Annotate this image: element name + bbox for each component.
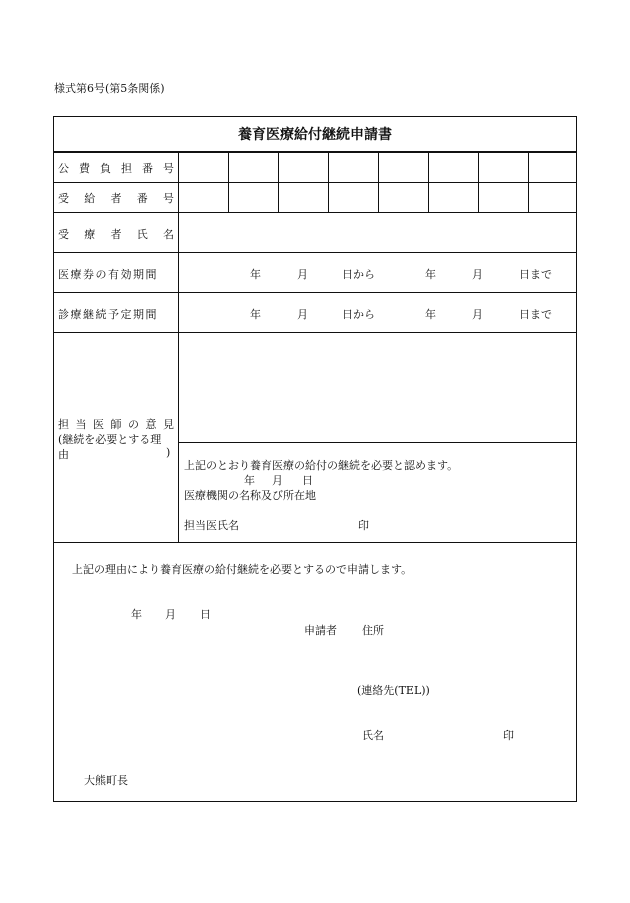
application-date-day: 日 [200, 608, 211, 621]
jukyusha-number-digit[interactable] [529, 183, 576, 212]
doctor-name-label: 担当医氏名 [184, 519, 239, 532]
contact-label: (連絡先(TEL)) [357, 684, 430, 697]
validity-start-day: 日から [342, 268, 375, 281]
kohi-number-digit[interactable] [279, 152, 328, 182]
jukyusha-number-digit[interactable] [279, 183, 328, 212]
planned-start-year: 年 [250, 308, 261, 321]
addressee: 大熊町長 [84, 774, 128, 787]
kohi-number-label: 公 費 負 担 番 号 [58, 162, 174, 175]
applicant-name-label: 氏名 [362, 729, 384, 742]
doctor-date-day: 日 [302, 474, 313, 487]
form-title: 養育医療給付継続申請書 [238, 127, 392, 143]
planned-end-year: 年 [425, 308, 436, 321]
jukyusha-number-digit[interactable] [329, 183, 378, 212]
kohi-number-digit[interactable] [429, 152, 478, 182]
applicant-label: 申請者 [304, 624, 337, 637]
application-date-year: 年 [131, 608, 142, 621]
address-label: 住所 [362, 624, 384, 637]
validity-end-day: 日まで [519, 268, 552, 281]
planned-start-month: 月 [297, 308, 308, 321]
jukyusha-number-digit[interactable] [229, 183, 278, 212]
planned-end-month: 月 [472, 308, 483, 321]
doctor-statement: 上記のとおり養育医療の給付の継続を必要と認めます。 [184, 459, 459, 472]
validity-period-label: 医療券の有効期間 [58, 268, 158, 281]
applicant-seal: 印 [503, 729, 514, 742]
validity-start-month: 月 [297, 268, 308, 281]
kohi-number-digit[interactable] [229, 152, 278, 182]
doctor-opinion-label-line2: (継続を必要とする理 [58, 433, 162, 446]
jukyusha-number-label: 受 給 者 番 号 [58, 192, 174, 205]
doctor-date-year: 年 [244, 474, 255, 487]
divider [178, 442, 577, 443]
kohi-number-digit[interactable] [329, 152, 378, 182]
jukyusha-number-digit[interactable] [429, 183, 478, 212]
kohi-number-digit[interactable] [379, 152, 428, 182]
validity-start-year: 年 [250, 268, 261, 281]
doctor-opinion-label-line3-end: ) [166, 446, 171, 459]
validity-end-month: 月 [472, 268, 483, 281]
applicant-statement: 上記の理由により養育医療の給付継続を必要とするので申請します。 [72, 563, 413, 576]
doctor-opinion-label-line1: 担 当 医 師 の 意 見 [58, 418, 174, 431]
patient-name-field[interactable] [179, 213, 576, 252]
jukyusha-number-digit[interactable] [479, 183, 528, 212]
divider [53, 252, 577, 253]
planned-period-label: 診療継続予定期間 [58, 308, 158, 321]
jukyusha-number-digit[interactable] [379, 183, 428, 212]
planned-end-day: 日まで [519, 308, 552, 321]
kohi-number-digit[interactable] [529, 152, 576, 182]
doctor-seal: 印 [358, 519, 369, 532]
application-date-month: 月 [165, 608, 176, 621]
doctor-opinion-field[interactable] [179, 333, 576, 441]
form-number: 様式第6号(第5条関係) [54, 82, 165, 95]
institution-label: 医療機関の名称及び所在地 [184, 489, 316, 502]
doctor-opinion-label-line3-start: 由 [58, 448, 69, 461]
doctor-date-month: 月 [272, 474, 283, 487]
divider [53, 542, 577, 543]
jukyusha-number-digit[interactable] [179, 183, 228, 212]
patient-name-label: 受 療 者 氏 名 [58, 228, 174, 241]
planned-start-day: 日から [342, 308, 375, 321]
validity-end-year: 年 [425, 268, 436, 281]
kohi-number-digit[interactable] [479, 152, 528, 182]
divider [53, 292, 577, 293]
kohi-number-digit[interactable] [179, 152, 228, 182]
